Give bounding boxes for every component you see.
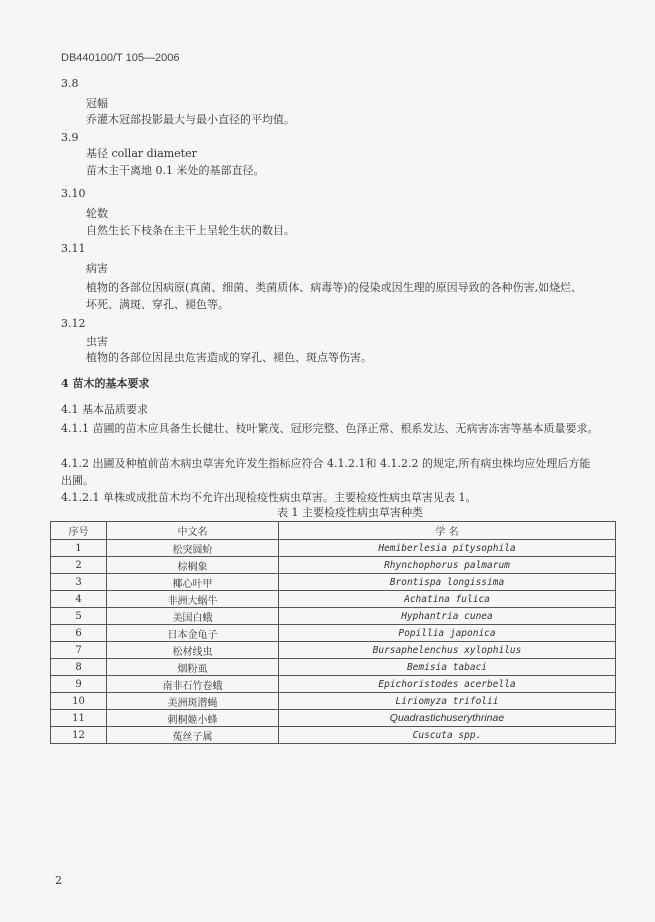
row-number: 7 <box>51 642 107 659</box>
chinese-name: 美洲斑潜蝇 <box>107 693 279 710</box>
table-row <box>51 693 616 710</box>
document-code: DB440100/T 105—2006 <box>61 52 180 64</box>
scientific-name: Bursaphelenchus xylophilus <box>279 642 616 659</box>
term-title: 轮数 <box>86 207 108 220</box>
scientific-name: Brontispa longissima <box>279 574 616 591</box>
table-caption: 表 1 主要检疫性病虫草害种类 <box>277 506 423 519</box>
term-title: 冠幅 <box>86 97 108 110</box>
table-row <box>51 591 616 608</box>
chinese-name: 松突圆蚧 <box>107 540 279 557</box>
term-definition: 植物的各部位因昆虫危害造成的穿孔、褪色、斑点等伤害。 <box>86 351 372 364</box>
chinese-name: 菟丝子属 <box>107 727 279 744</box>
table-row <box>51 659 616 676</box>
table-row <box>51 727 616 744</box>
term-definition: 乔灌木冠部投影最大与最小直径的平均值。 <box>86 113 295 126</box>
page-number: 2 <box>55 874 62 887</box>
row-number: 3 <box>51 574 107 591</box>
table-row <box>51 710 616 727</box>
chinese-name: 松材线虫 <box>107 642 279 659</box>
row-number: 5 <box>51 608 107 625</box>
scientific-name: Liriomyza trifolii <box>279 693 616 710</box>
chinese-name: 美国白蛾 <box>107 608 279 625</box>
chinese-name: 棕榈象 <box>107 557 279 574</box>
subsection-heading: 4.1 基本品质要求 <box>61 403 148 416</box>
chinese-name: 非洲大蜗牛 <box>107 591 279 608</box>
chinese-name: 刺桐姬小蜂 <box>107 710 279 727</box>
scientific-name: Rhynchophorus palmarum <box>279 557 616 574</box>
pest-species-table <box>50 521 616 744</box>
scientific-name: Epichoristodes acerbella <box>279 676 616 693</box>
row-number: 1 <box>51 540 107 557</box>
term-title: 基径 collar diameter <box>86 147 197 160</box>
scientific-name: Hyphantria cunea <box>279 608 616 625</box>
term-number: 3.9 <box>61 131 79 144</box>
scientific-name: Popillia japonica <box>279 625 616 642</box>
term-number: 3.12 <box>61 317 86 330</box>
term-title: 虫害 <box>86 335 108 348</box>
row-number: 6 <box>51 625 107 642</box>
table-row <box>51 540 616 557</box>
term-number: 3.8 <box>61 77 79 90</box>
scientific-name: Bemisia tabaci <box>279 659 616 676</box>
term-definition: 植物的各部位因病原(真菌、细菌、类菌质体、病毒等)的侵染或因生理的原因导致的各种伤害,如烧烂、坏死、满斑、穿孔、褪色等。 <box>86 281 583 311</box>
term-number: 3.10 <box>61 187 86 200</box>
column-header-number: 序号 <box>51 522 107 540</box>
chinese-name: 烟粉虱 <box>107 659 279 676</box>
scientific-name: Achatina fulica <box>279 591 616 608</box>
chinese-name: 日本金龟子 <box>107 625 279 642</box>
scientific-name: Cuscuta spp. <box>279 727 616 744</box>
row-number: 10 <box>51 693 107 710</box>
row-number: 8 <box>51 659 107 676</box>
row-number: 12 <box>51 727 107 744</box>
chinese-name: 椰心叶甲 <box>107 574 279 591</box>
column-header-scientific-name: 学 名 <box>279 522 616 540</box>
row-number: 4 <box>51 591 107 608</box>
term-title: 病害 <box>86 262 108 275</box>
clause-text: 4.1.2.1 单株或成批苗木均不允许出现检疫性病虫草害。主要检疫性病虫草害见表 1。 <box>61 491 477 504</box>
table-row <box>51 625 616 642</box>
table-row <box>51 574 616 591</box>
term-number: 3.11 <box>61 242 86 255</box>
clause-text: 4.1.2 出圃及种植前苗木病虫草害允许发生指标应符合 4.1.2.1和 4.1.2.2 的规定,所有病虫株均应处理后方能出圃。 <box>61 457 591 487</box>
row-number: 2 <box>51 557 107 574</box>
column-header-chinese-name: 中文名 <box>107 522 279 540</box>
row-number: 11 <box>51 710 107 727</box>
clause-text: 4.1.1 苗圃的苗木应具备生长健壮、枝叶繁茂、冠形完整、色泽正常、根系发达、无病害冻害等基本质量要求。 <box>61 422 599 435</box>
chinese-name: 南非石竹卷蛾 <box>107 676 279 693</box>
table-row <box>51 557 616 574</box>
term-definition: 自然生长下枝条在主干上呈轮生状的数目。 <box>86 224 295 237</box>
table-row <box>51 676 616 693</box>
table-header-row <box>51 522 616 540</box>
table-row <box>51 642 616 659</box>
scientific-name: Quadrastichuserythrinae <box>279 710 616 727</box>
table-row <box>51 608 616 625</box>
term-definition: 苗木主干离地 0.1 米处的基部直径。 <box>86 164 265 177</box>
scientific-name: Hemiberlesia pitysophila <box>279 540 616 557</box>
section-heading: 4 苗木的基本要求 <box>61 377 150 390</box>
row-number: 9 <box>51 676 107 693</box>
